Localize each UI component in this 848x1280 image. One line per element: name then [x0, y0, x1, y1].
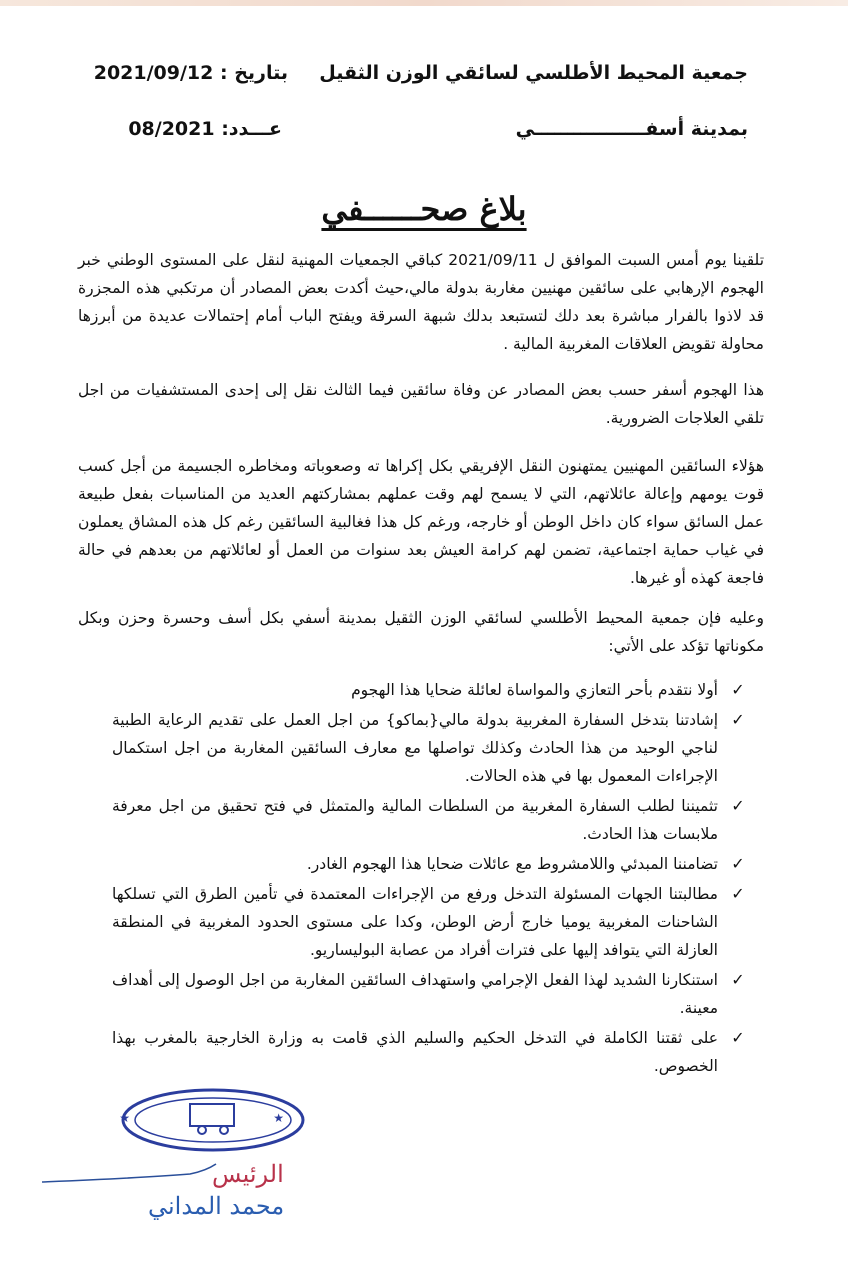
paragraph-statement: وعليه فإن جمعية المحيط الأطلسي لسائقي الوزن الثقيل بمدينة أسفي بكل أسف وحسرة وحزن وبكل مكوناتها تؤكد على الأتي: — [78, 609, 764, 655]
signature-stroke — [40, 1160, 220, 1190]
list-item-text: أولا نتقدم بأحر التعازي والمواساة لعائلة ضحايا هذا الهجوم — [351, 681, 718, 699]
document-title: بلاغ صحــــــفي — [321, 190, 527, 228]
paragraph-intro: تلقينا يوم أمس السبت الموافق ل 2021/09/11 كباقي الجمعيات المهنية لنقل على المستوى الوطني خبر الهجوم الإرهابي على سائقين مهنيين مغاربة بدولة مالي،حيث أكدت بعض المصادر أن مرتكبي هذه المجزرة قد لاذوا بالفرار مباشرة بعد دلك لتستبعد بدلك شبهة السرقة ويفتح الباب أمام إحتمالات عديدة من أبرزها محاولة تقويض العلاقات المغربية المالية . — [78, 251, 765, 353]
list-item-text: استنكارنا الشديد لهذا الفعل الإجرامي واستهداف السائقين المغاربة من اجل الوصول إلى أهداف معينة. — [112, 971, 718, 1017]
list-item — [112, 706, 748, 790]
list-item-text: على ثقتنا الكاملة في التدخل الحكيم والسليم الذي قامت به وزارة الخارجية بالمغرب بهذا الخصوص. — [112, 1029, 718, 1075]
association-stamp — [118, 1082, 308, 1152]
president-title: الرئيس — [212, 1160, 284, 1188]
list-item — [112, 880, 748, 964]
svg-text:★: ★ — [119, 1111, 130, 1125]
paragraph-casualties: هذا الهجوم أسفر حسب بعض المصادر عن وفاة سائقين فيما الثالث نقل إلى إحدى المستشفيات من اجل تلقي العلاجات الضرورية. — [78, 381, 764, 427]
checkmark-icon: ✓ — [731, 710, 745, 729]
list-item — [112, 966, 748, 1022]
checkmark-icon: ✓ — [731, 854, 745, 873]
reference-number: عـــدد: 08/2021 — [128, 118, 282, 140]
list-item — [112, 1024, 748, 1080]
checkmark-icon: ✓ — [731, 1028, 745, 1047]
list-item-text: مطالبتنا الجهات المسئولة التدخل ورفع من الإجراءات المعتمدة في تأمين الطرق التي تسلكها الشاحنات المغربية يوميا خارج أرض الوطن، وكدا على مستوى الحدود المغربية في المنطقة العازلة التي يتوافد إليها على فترات أفراد من عصابة البوليساريو. — [112, 885, 718, 959]
list-item-text: تثميننا لطلب السفارة المغربية من السلطات المالية والمتمثل في فتح تحقيق من اجل معرفة ملابسات هذا الحادث. — [112, 797, 718, 843]
city-line: بمدينة أسفـــــــــــــــــي — [515, 118, 748, 140]
list-item-text: تضامننا المبدئي واللامشروط مع عائلات ضحايا هذا الهجوم الغادر. — [306, 855, 718, 873]
list-item — [112, 676, 748, 704]
points-list — [112, 676, 748, 1082]
date-line: بتاريخ : 2021/09/12 — [93, 62, 288, 84]
checkmark-icon: ✓ — [731, 970, 745, 989]
list-item — [112, 850, 748, 878]
organization-name: جمعية المحيط الأطلسي لسائقي الوزن الثقيل — [319, 62, 748, 84]
checkmark-icon: ✓ — [731, 680, 745, 699]
paragraph-drivers: هؤلاء السائقين المهنيين يمتهنون النقل الإفريقي بكل إكراها ته وصعوباته ومخاطره الجسيمة من أجل كسب قوت يومهم وإعالة عائلاتهم، التي لا يسمح لهم وقت عملهم بمشاركتهم العديد من المناسبات بفعل طبيعة عمل السائق سواء كان داخل الوطن أو خارجه، ورغم كل هذا فغالبية السائقين رغم كل هذه المشاق يعملون في غياب حماية اجتماعية، تضمن لهم كرامة العيش بعد سنوات من العمل أو لعائلاتهم من بعدهم في حالة فاجعة كهذه أو غيرها. — [78, 457, 764, 587]
checkmark-icon: ✓ — [731, 796, 745, 815]
svg-text:★: ★ — [273, 1111, 284, 1125]
list-item-text: إشادتنا بتدخل السفارة المغربية بدولة مالي{بماكو} من اجل العمل على تقديم الرعاية الطبية لناجي الوحيد من هذا الحادث وكذلك تواصلها مع معارف السائقين المغاربة من اجل استكمال الإجراءات المعمول بها في هذه الحالات. — [112, 711, 718, 785]
president-name: محمد المداني — [148, 1192, 285, 1220]
checkmark-icon: ✓ — [731, 884, 745, 903]
list-item — [112, 792, 748, 848]
